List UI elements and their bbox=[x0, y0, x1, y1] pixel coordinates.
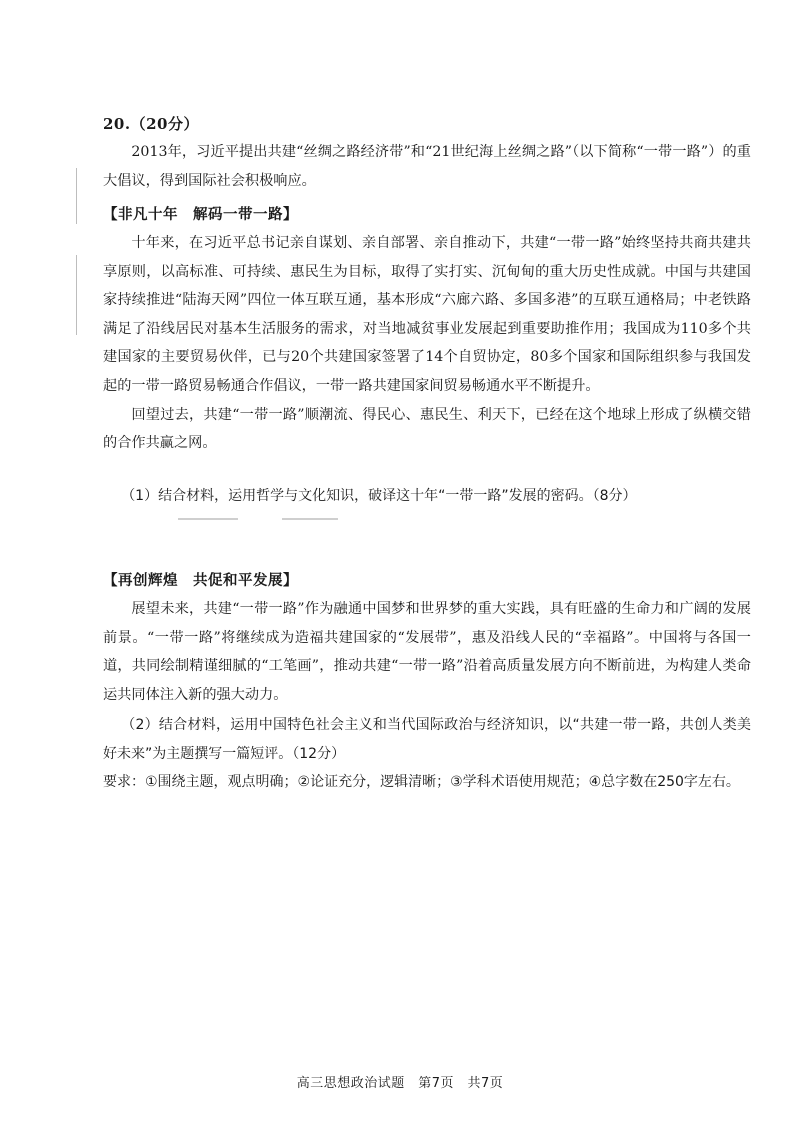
section2-paragraph: 展望未来，共建“一带一路”作为融通中国梦和世界梦的重大实践，具有旺盛的生命力和广阔的发展前景。“一带一路”将继续成为造福共建国家的“发展带”，惠及沿线人民的“幸福路”。中国将与各国一道，共同绘制精谨细腻的“工笔画”，推动共建“一带一路”沿着高质量发展方向不断前进，为构建人类命运共同体注入新的强大动力。 bbox=[103, 601, 751, 703]
section1-paragraph: 十年来，在习近平总书记亲自谋划、亲自部署、亲自推动下，共建“一带一路”始终坚持共商共建共享原则，以高标准、可持续、惠民生为目标，取得了实打实、沉甸甸的重大历史性成就。中国与共建国家持续推进“陆海天网”四位一体互联互通，基本形成“六廊六路、多国多港”的互联互通格局；中老铁路满足了沿线居民对基本生活服务的需求，对当地减贫事业发展起到重要助推作用；我国成为110多个共建国家的主要贸易伙伴，已与20个共建国家签署了14个自贸协定，80多个国家和国际组织参与我国发起的一带一路贸易畅通合作倡议，一带一路共建国家间贸易畅通水平不断提升。 bbox=[103, 235, 751, 394]
scan-margin-mark bbox=[76, 255, 77, 335]
section2-title: 【再创辉煌 共促和平发展】 bbox=[103, 572, 298, 589]
section1-paragraph: 回望过去，共建“一带一路”顺潮流、得民心、惠民生、利天下，已经在这个地球上形成了纵横交错的合作共赢之网。 bbox=[103, 406, 751, 452]
scan-smudge bbox=[282, 518, 338, 520]
section2-question bbox=[103, 711, 751, 797]
scan-smudge bbox=[178, 518, 238, 520]
requirements-text: 要求：①围绕主题，观点明确；②论证充分，逻辑清晰；③学科术语使用规范；④总字数在250字左右。 bbox=[103, 774, 740, 791]
intro-block bbox=[103, 138, 751, 195]
section2-material bbox=[103, 595, 751, 709]
question-text: （1）结合材料，运用哲学与文化知识，破译这十年“一带一路”发展的密码。（8分） bbox=[121, 488, 637, 504]
section1-title: 【非凡十年 解码一带一路】 bbox=[103, 206, 298, 223]
question-number: 20.（20分） bbox=[103, 115, 199, 133]
intro-paragraph: 2013年，习近平提出共建“丝绸之路经济带”和“21世纪海上丝绸之路”（以下简称“一带一路”）的重大倡议，得到国际社会积极响应。 bbox=[103, 144, 751, 189]
question-text: （2）结合材料，运用中国特色社会主义和当代国际政治与经济知识，以“共建一带一路，共创人类美好未来”为主题撰写一篇短评。（12分） bbox=[103, 717, 751, 762]
section1-material bbox=[103, 229, 751, 458]
page-footer: 高三思想政治试题 第7页 共7页 bbox=[296, 1076, 504, 1091]
section1-question bbox=[103, 482, 751, 511]
scan-margin-mark bbox=[76, 168, 77, 224]
